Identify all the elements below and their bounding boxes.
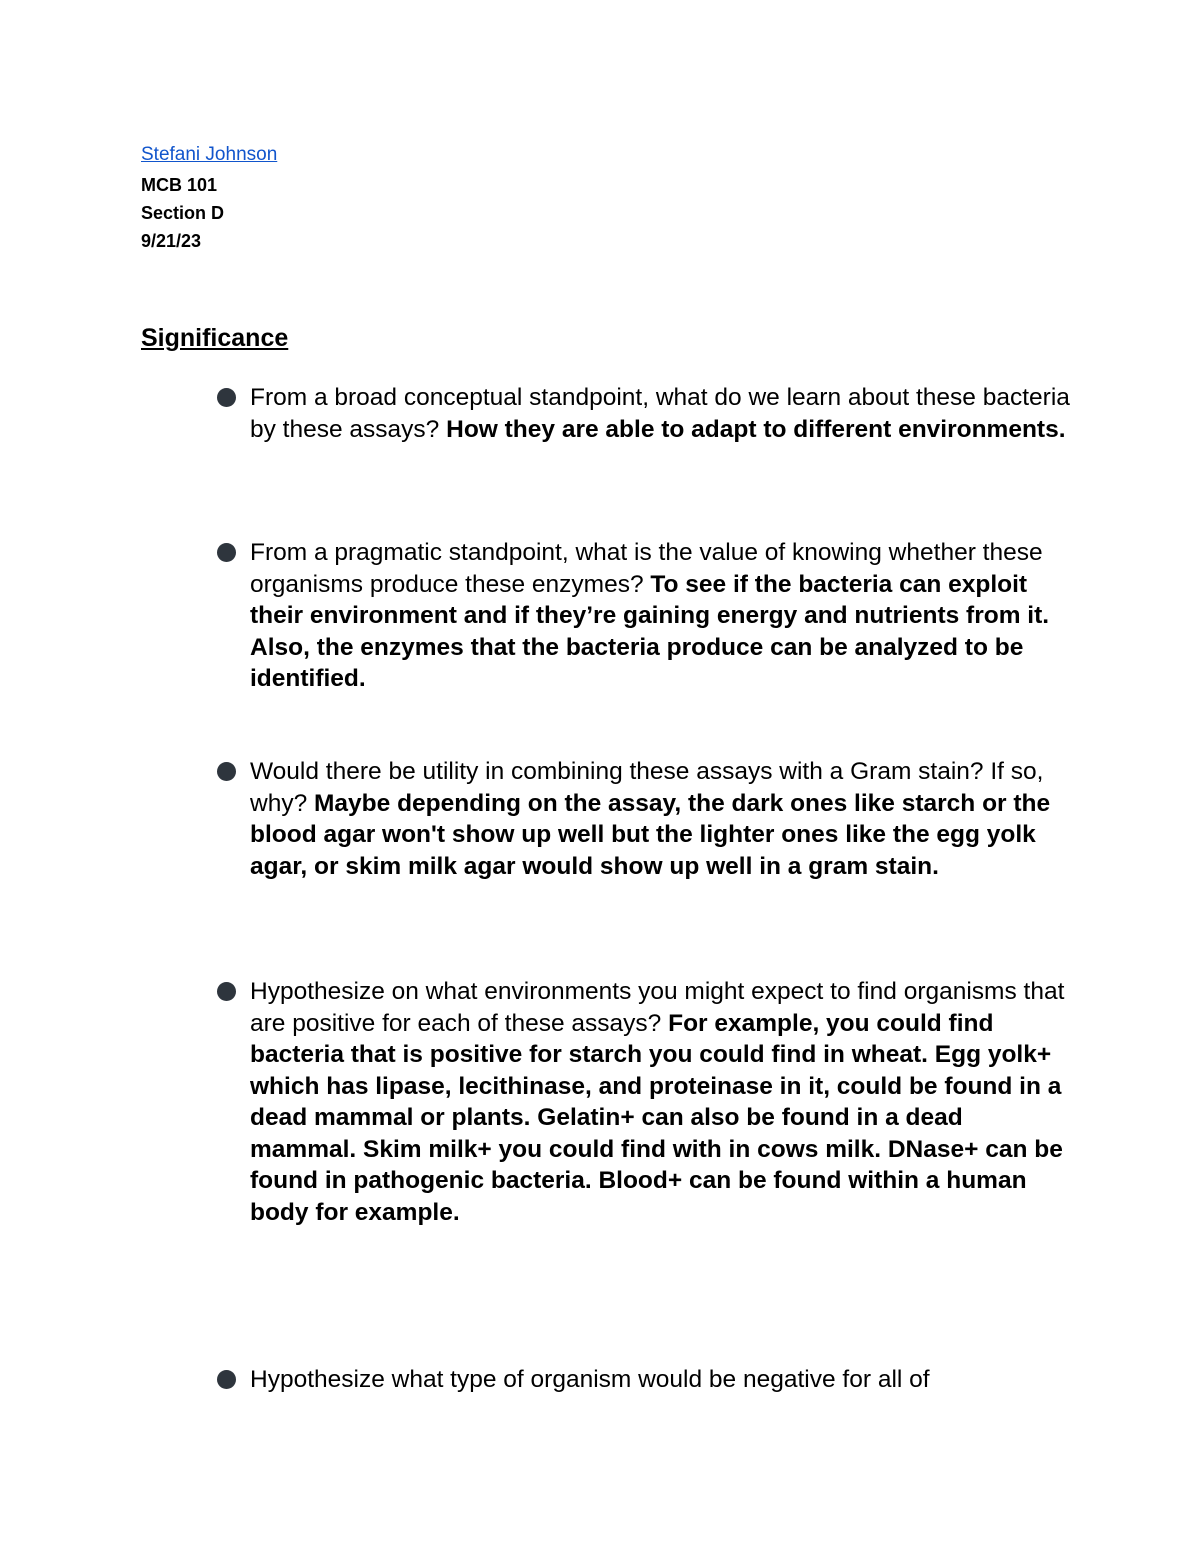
section-heading: Significance xyxy=(141,324,289,352)
document-header xyxy=(141,142,277,255)
list-item xyxy=(214,756,1074,882)
question-text: From a broad conceptual standpoint, what do we learn about these bacteria by these assays? xyxy=(250,384,1070,443)
list-item-text xyxy=(250,537,1074,695)
course-label: MCB 101 xyxy=(141,175,218,195)
answer-text: Maybe depending on the assay, the dark ones like starch or the blood agar won't show up well but the lighter ones like the egg yolk agar, or skim milk agar would show up well in a gram stain. xyxy=(250,789,1051,880)
list-item-text xyxy=(250,976,1074,1228)
list-item xyxy=(214,382,1074,445)
bullet-icon xyxy=(217,543,236,562)
list-item-text xyxy=(250,756,1074,882)
list-item xyxy=(214,976,1074,1228)
question-text: Would there be utility in combining these assays with a Gram stain? If so, why? xyxy=(250,758,1044,817)
bullet-icon xyxy=(217,388,236,407)
question-text: From a pragmatic standpoint, what is the value of knowing whether these organisms produce these enzymes? xyxy=(250,539,1043,598)
question-text: Hypothesize what type of organism would be negative for all of xyxy=(250,1366,930,1393)
answer-text: To see if the bacteria can exploit their environment and if they’re gaining energy and nutrients from it. Also, the enzymes that the bacteria produce can be analyzed to be identified. xyxy=(250,570,1050,692)
list-item-text xyxy=(250,1364,1074,1396)
author-link[interactable]: Stefani Johnson xyxy=(141,144,278,165)
bullet-icon xyxy=(217,982,236,1001)
list-item xyxy=(214,537,1074,695)
section-label: Section D xyxy=(141,203,225,223)
date-label: 9/21/23 xyxy=(141,231,202,251)
bullet-icon xyxy=(217,762,236,781)
list-item xyxy=(214,1364,1074,1396)
answer-text: How they are able to adapt to different environments. xyxy=(446,415,1066,443)
list-item-text xyxy=(250,382,1074,445)
question-text: Hypothesize on what environments you might expect to find organisms that are positive for each of these assays? xyxy=(250,978,1065,1037)
bullet-icon xyxy=(217,1370,236,1389)
answer-text: For example, you could find bacteria that is positive for starch you could find in wheat. Egg yolk+ which has lipase, lecithinase, and proteinase in it, could be found in a dead mammal or plants. Gelatin+ can also be found in a dead mammal. Skim milk+ you could find with in cows milk. DNase+ can be found in pathogenic bacteria. Blood+ can be found within a human body for example. xyxy=(250,1009,1063,1226)
